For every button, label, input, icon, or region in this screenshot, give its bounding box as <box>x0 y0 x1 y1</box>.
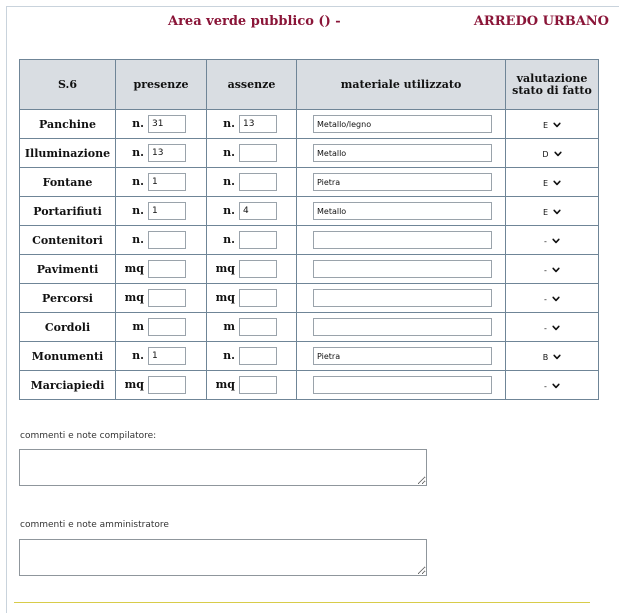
materiale-cell <box>297 284 506 313</box>
presenze-input[interactable] <box>148 144 186 162</box>
table-row <box>20 226 599 255</box>
assenze-input[interactable] <box>239 173 277 191</box>
presenze-input[interactable] <box>148 115 186 133</box>
row-label: Cordoli <box>20 313 116 342</box>
chevron-down-icon <box>552 266 560 274</box>
presenze-input[interactable] <box>148 173 186 191</box>
valutazione-cell <box>506 110 599 139</box>
valutazione-cell <box>506 284 599 313</box>
column-header-assenze: assenze <box>207 60 297 110</box>
valutazione-value: E <box>542 120 549 130</box>
column-header-code: S.6 <box>20 60 116 110</box>
chevron-down-icon <box>553 121 561 129</box>
valutazione-value: E <box>542 207 549 217</box>
table-row <box>20 255 599 284</box>
assenze-input[interactable] <box>239 202 277 220</box>
presenze-unit: n. <box>132 233 144 246</box>
valutazione-value: - <box>544 294 547 304</box>
presenze-unit: mq <box>124 378 144 391</box>
valutazione-select[interactable] <box>544 266 560 275</box>
presenze-input[interactable] <box>148 260 186 278</box>
valutazione-select[interactable] <box>543 121 561 130</box>
presenze-cell <box>116 342 207 371</box>
table-row <box>20 284 599 313</box>
presenze-unit: n. <box>132 349 144 362</box>
assenze-cell <box>207 313 297 342</box>
note-amministratore-label: commenti e note amministratore <box>20 520 169 530</box>
valutazione-cell <box>506 313 599 342</box>
valutazione-cell <box>506 371 599 400</box>
presenze-unit: mq <box>124 262 144 275</box>
footer-divider <box>14 602 590 603</box>
materiale-input[interactable] <box>313 144 492 162</box>
valutazione-cell <box>506 139 599 168</box>
table-row <box>20 342 599 371</box>
assenze-unit: mq <box>215 378 235 391</box>
row-label: Portarifiuti <box>20 197 116 226</box>
assenze-input[interactable] <box>239 260 277 278</box>
assenze-unit: n. <box>223 175 235 188</box>
materiale-input[interactable] <box>313 289 492 307</box>
row-label: Panchine <box>20 110 116 139</box>
assenze-unit: n. <box>223 233 235 246</box>
materiale-cell <box>297 197 506 226</box>
table-row <box>20 371 599 400</box>
chevron-down-icon <box>554 150 562 158</box>
valutazione-select[interactable] <box>544 382 560 391</box>
presenze-cell <box>116 197 207 226</box>
materiale-cell <box>297 255 506 284</box>
note-amministratore-field[interactable] <box>19 539 427 576</box>
table-header-row <box>20 60 599 110</box>
presenze-unit: mq <box>124 291 144 304</box>
page-title: Area verde pubblico () - <box>168 14 341 29</box>
valutazione-select[interactable] <box>544 295 560 304</box>
chevron-down-icon <box>552 324 560 332</box>
assenze-input[interactable] <box>239 376 277 394</box>
presenze-unit: n. <box>132 204 144 217</box>
valutazione-select[interactable] <box>544 324 560 333</box>
materiale-input[interactable] <box>313 231 492 249</box>
column-header-materiale: materiale utilizzato <box>297 60 506 110</box>
assenze-cell <box>207 197 297 226</box>
chevron-down-icon <box>552 237 560 245</box>
materiale-cell <box>297 226 506 255</box>
presenze-cell <box>116 255 207 284</box>
presenze-input[interactable] <box>148 231 186 249</box>
valutazione-select[interactable] <box>543 179 561 188</box>
materiale-cell <box>297 342 506 371</box>
valutazione-cell <box>506 197 599 226</box>
presenze-input[interactable] <box>148 318 186 336</box>
row-label: Marciapiedi <box>20 371 116 400</box>
valutazione-value: - <box>544 236 547 246</box>
presenze-unit: n. <box>132 117 144 130</box>
assenze-input[interactable] <box>239 231 277 249</box>
assenze-input[interactable] <box>239 289 277 307</box>
column-header-valutazione <box>506 60 599 110</box>
row-label: Illuminazione <box>20 139 116 168</box>
assenze-unit: n. <box>223 204 235 217</box>
valutazione-value: D <box>542 149 549 159</box>
valutazione-select[interactable] <box>543 353 562 362</box>
assenze-unit: mq <box>215 262 235 275</box>
valutazione-value: - <box>544 265 547 275</box>
valutazione-select[interactable] <box>544 237 560 246</box>
chevron-down-icon <box>552 295 560 303</box>
presenze-cell <box>116 139 207 168</box>
materiale-cell <box>297 168 506 197</box>
table-row <box>20 139 599 168</box>
row-label: Percorsi <box>20 284 116 313</box>
valutazione-value: - <box>544 323 547 333</box>
row-label: Fontane <box>20 168 116 197</box>
materiale-input[interactable] <box>313 115 492 133</box>
assenze-cell <box>207 226 297 255</box>
presenze-cell <box>116 168 207 197</box>
presenze-unit: n. <box>132 146 144 159</box>
assenze-cell <box>207 255 297 284</box>
chevron-down-icon <box>553 353 561 361</box>
materiale-input[interactable] <box>313 260 492 278</box>
valutazione-cell <box>506 168 599 197</box>
table-row <box>20 110 599 139</box>
materiale-input[interactable] <box>313 202 492 220</box>
presenze-input[interactable] <box>148 202 186 220</box>
assenze-unit: m <box>223 320 235 333</box>
chevron-down-icon <box>553 208 561 216</box>
presenze-unit: n. <box>132 175 144 188</box>
assenze-cell <box>207 371 297 400</box>
table-row <box>20 197 599 226</box>
materiale-cell <box>297 110 506 139</box>
valutazione-select[interactable] <box>542 150 561 159</box>
column-header-presenze: presenze <box>116 60 207 110</box>
presenze-input[interactable] <box>148 376 186 394</box>
valutazione-cell <box>506 342 599 371</box>
row-label: Monumenti <box>20 342 116 371</box>
presenze-cell <box>116 371 207 400</box>
presenze-cell <box>116 226 207 255</box>
assenze-cell <box>207 139 297 168</box>
assenze-cell <box>207 110 297 139</box>
presenze-unit: m <box>132 320 144 333</box>
section-title: ARREDO URBANO <box>473 14 609 29</box>
row-label: Contenitori <box>20 226 116 255</box>
assenze-cell <box>207 284 297 313</box>
column-header-valutazione-label: valutazione stato di fatto <box>512 71 592 97</box>
presenze-cell <box>116 110 207 139</box>
valutazione-value: - <box>544 381 547 391</box>
note-compilatore-field[interactable] <box>19 449 427 486</box>
materiale-cell <box>297 313 506 342</box>
assenze-input[interactable] <box>239 115 277 133</box>
presenze-input[interactable] <box>148 289 186 307</box>
arredo-table <box>19 59 599 400</box>
materiale-cell <box>297 139 506 168</box>
valutazione-cell <box>506 226 599 255</box>
valutazione-value: E <box>542 178 549 188</box>
table-row <box>20 168 599 197</box>
materiale-input[interactable] <box>313 173 492 191</box>
assenze-unit: n. <box>223 117 235 130</box>
row-label: Pavimenti <box>20 255 116 284</box>
presenze-cell <box>116 284 207 313</box>
assenze-unit: mq <box>215 291 235 304</box>
assenze-input[interactable] <box>239 347 277 365</box>
materiale-cell <box>297 371 506 400</box>
table-row <box>20 313 599 342</box>
presenze-input[interactable] <box>148 347 186 365</box>
materiale-input[interactable] <box>313 318 492 336</box>
presenze-cell <box>116 313 207 342</box>
note-compilatore-label: commenti e note compilatore: <box>20 431 157 441</box>
valutazione-cell <box>506 255 599 284</box>
assenze-unit: n. <box>223 146 235 159</box>
assenze-unit: n. <box>223 349 235 362</box>
chevron-down-icon <box>553 179 561 187</box>
valutazione-select[interactable] <box>543 208 561 217</box>
valutazione-value: B <box>542 352 549 362</box>
assenze-input[interactable] <box>239 318 277 336</box>
assenze-cell <box>207 342 297 371</box>
assenze-input[interactable] <box>239 144 277 162</box>
materiale-input[interactable] <box>313 376 492 394</box>
assenze-cell <box>207 168 297 197</box>
materiale-input[interactable] <box>313 347 492 365</box>
chevron-down-icon <box>552 382 560 390</box>
